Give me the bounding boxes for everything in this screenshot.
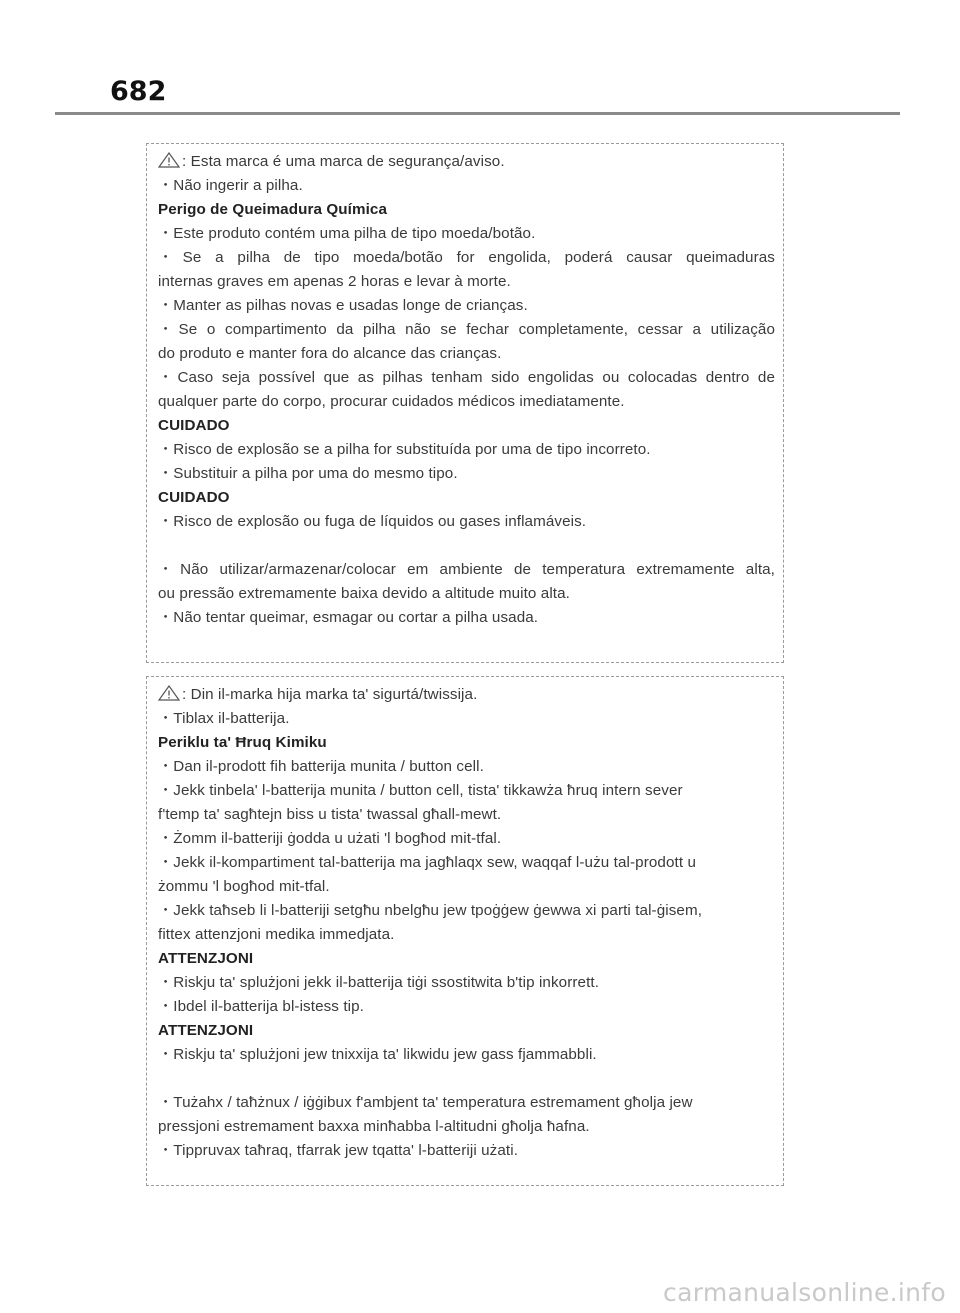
text-line: ・Se a pilha de tipo moeda/botão for engolida, poderá causar queimaduras bbox=[158, 249, 775, 266]
section-heading: Perigo de Queimadura Química bbox=[158, 201, 387, 218]
text-line: ・Este produto contém uma pilha de tipo moeda/botão. bbox=[158, 225, 536, 242]
text-line: ・Jekk il-kompartiment tal-batterija ma jagħlaqx sew, waqqaf l-użu tal-prodott u bbox=[158, 854, 697, 871]
blank-line bbox=[158, 1067, 775, 1091]
text-line: ・Substituir a pilha por uma do mesmo tipo. bbox=[158, 465, 458, 482]
section-heading: ATTENZJONI bbox=[158, 950, 254, 967]
text-line: ・Caso seja possível que as pilhas tenham sido engolidas ou colocadas dentro de bbox=[158, 369, 775, 386]
warning-lines-portuguese bbox=[158, 174, 775, 630]
text-line: ・Não utilizar/armazenar/colocar em ambiente de temperatura extremamente alta, bbox=[158, 561, 775, 578]
section-heading: CUIDADO bbox=[158, 489, 230, 506]
warning-triangle-icon bbox=[158, 685, 180, 701]
text-line: fittex attenzjoni medika immedjata. bbox=[158, 926, 395, 943]
text-line: do produto e manter fora do alcance das crianças. bbox=[158, 345, 502, 362]
header-rule bbox=[55, 112, 900, 115]
warning-lines-maltese bbox=[158, 707, 775, 1163]
text-line: f'temp ta' sagħtejn biss u tista' twassal għall-mewt. bbox=[158, 806, 502, 823]
text-line: ・Riskju ta' splużjoni jew tnixxija ta' likwidu jew gass fjammabbli. bbox=[158, 1046, 597, 1063]
text-line: żommu 'l bogħod mit-tfal. bbox=[158, 878, 330, 895]
text-line: ・Riskju ta' splużjoni jekk il-batterija tiġi ssostitwita b'tip inkorrett. bbox=[158, 974, 600, 991]
text-line: ・Jekk taħseb li l-batteriji setgħu nbelgħu jew tpoġġew ġewwa xi parti tal-ġisem, bbox=[158, 902, 703, 919]
text-line: ・Tiblax il-batterija. bbox=[158, 710, 290, 727]
warning-triangle-icon bbox=[158, 152, 180, 168]
text-line: ・Jekk tinbela' l-batterija munita / button cell, tista' tikkawża ħruq intern sever bbox=[158, 782, 683, 799]
text-line: ・Risco de explosão ou fuga de líquidos ou gases inflamáveis. bbox=[158, 513, 587, 530]
section-heading: ATTENZJONI bbox=[158, 1022, 254, 1039]
text-line: ・Não ingerir a pilha. bbox=[158, 177, 303, 194]
text-line: ・Tużahx / taħżnux / iġġibux f'ambjent ta' temperatura estremament għolja jew bbox=[158, 1094, 693, 1111]
blank-line bbox=[158, 534, 775, 558]
text-line: qualquer parte do corpo, procurar cuidados médicos imediatamente. bbox=[158, 393, 625, 410]
warning-intro-text: : Esta marca é uma marca de segurança/aviso. bbox=[182, 153, 505, 170]
text-line: ・Se o compartimento da pilha não se fechar completamente, cessar a utilização bbox=[158, 321, 775, 338]
text-line: internas graves em apenas 2 horas e levar à morte. bbox=[158, 273, 511, 290]
page-number: 682 bbox=[110, 76, 167, 107]
text-line: ・Tippruvax taħraq, tfarrak jew tqatta' l-batteriji użati. bbox=[158, 1142, 519, 1159]
text-line: ・Dan il-prodott fih batterija munita / button cell. bbox=[158, 758, 484, 775]
text-line: ・Não tentar queimar, esmagar ou cortar a pilha usada. bbox=[158, 609, 539, 626]
section-heading: CUIDADO bbox=[158, 417, 230, 434]
warning-intro-text: : Din il-marka hija marka ta' sigurtá/twissija. bbox=[182, 686, 478, 703]
warning-intro-line bbox=[158, 150, 775, 174]
warning-intro-line bbox=[158, 683, 775, 707]
text-line: ・Ibdel il-batterija bl-istess tip. bbox=[158, 998, 364, 1015]
text-line: ・Manter as pilhas novas e usadas longe de crianças. bbox=[158, 297, 528, 314]
section-heading: Periklu ta' Ħruq Kimiku bbox=[158, 734, 327, 751]
watermark-text: carmanualsonline.info bbox=[663, 1278, 946, 1307]
text-line: pressjoni estremament baxxa minħabba l-altitudni għolja ħafna. bbox=[158, 1118, 590, 1135]
warning-box-portuguese bbox=[146, 143, 784, 663]
warning-box-maltese bbox=[146, 676, 784, 1186]
text-line: ou pressão extremamente baixa devido a altitude muito alta. bbox=[158, 585, 570, 602]
text-line: ・Risco de explosão se a pilha for substituída por uma de tipo incorreto. bbox=[158, 441, 651, 458]
text-line: ・Żomm il-batteriji ġodda u użati 'l bogħod mit-tfal. bbox=[158, 830, 502, 847]
